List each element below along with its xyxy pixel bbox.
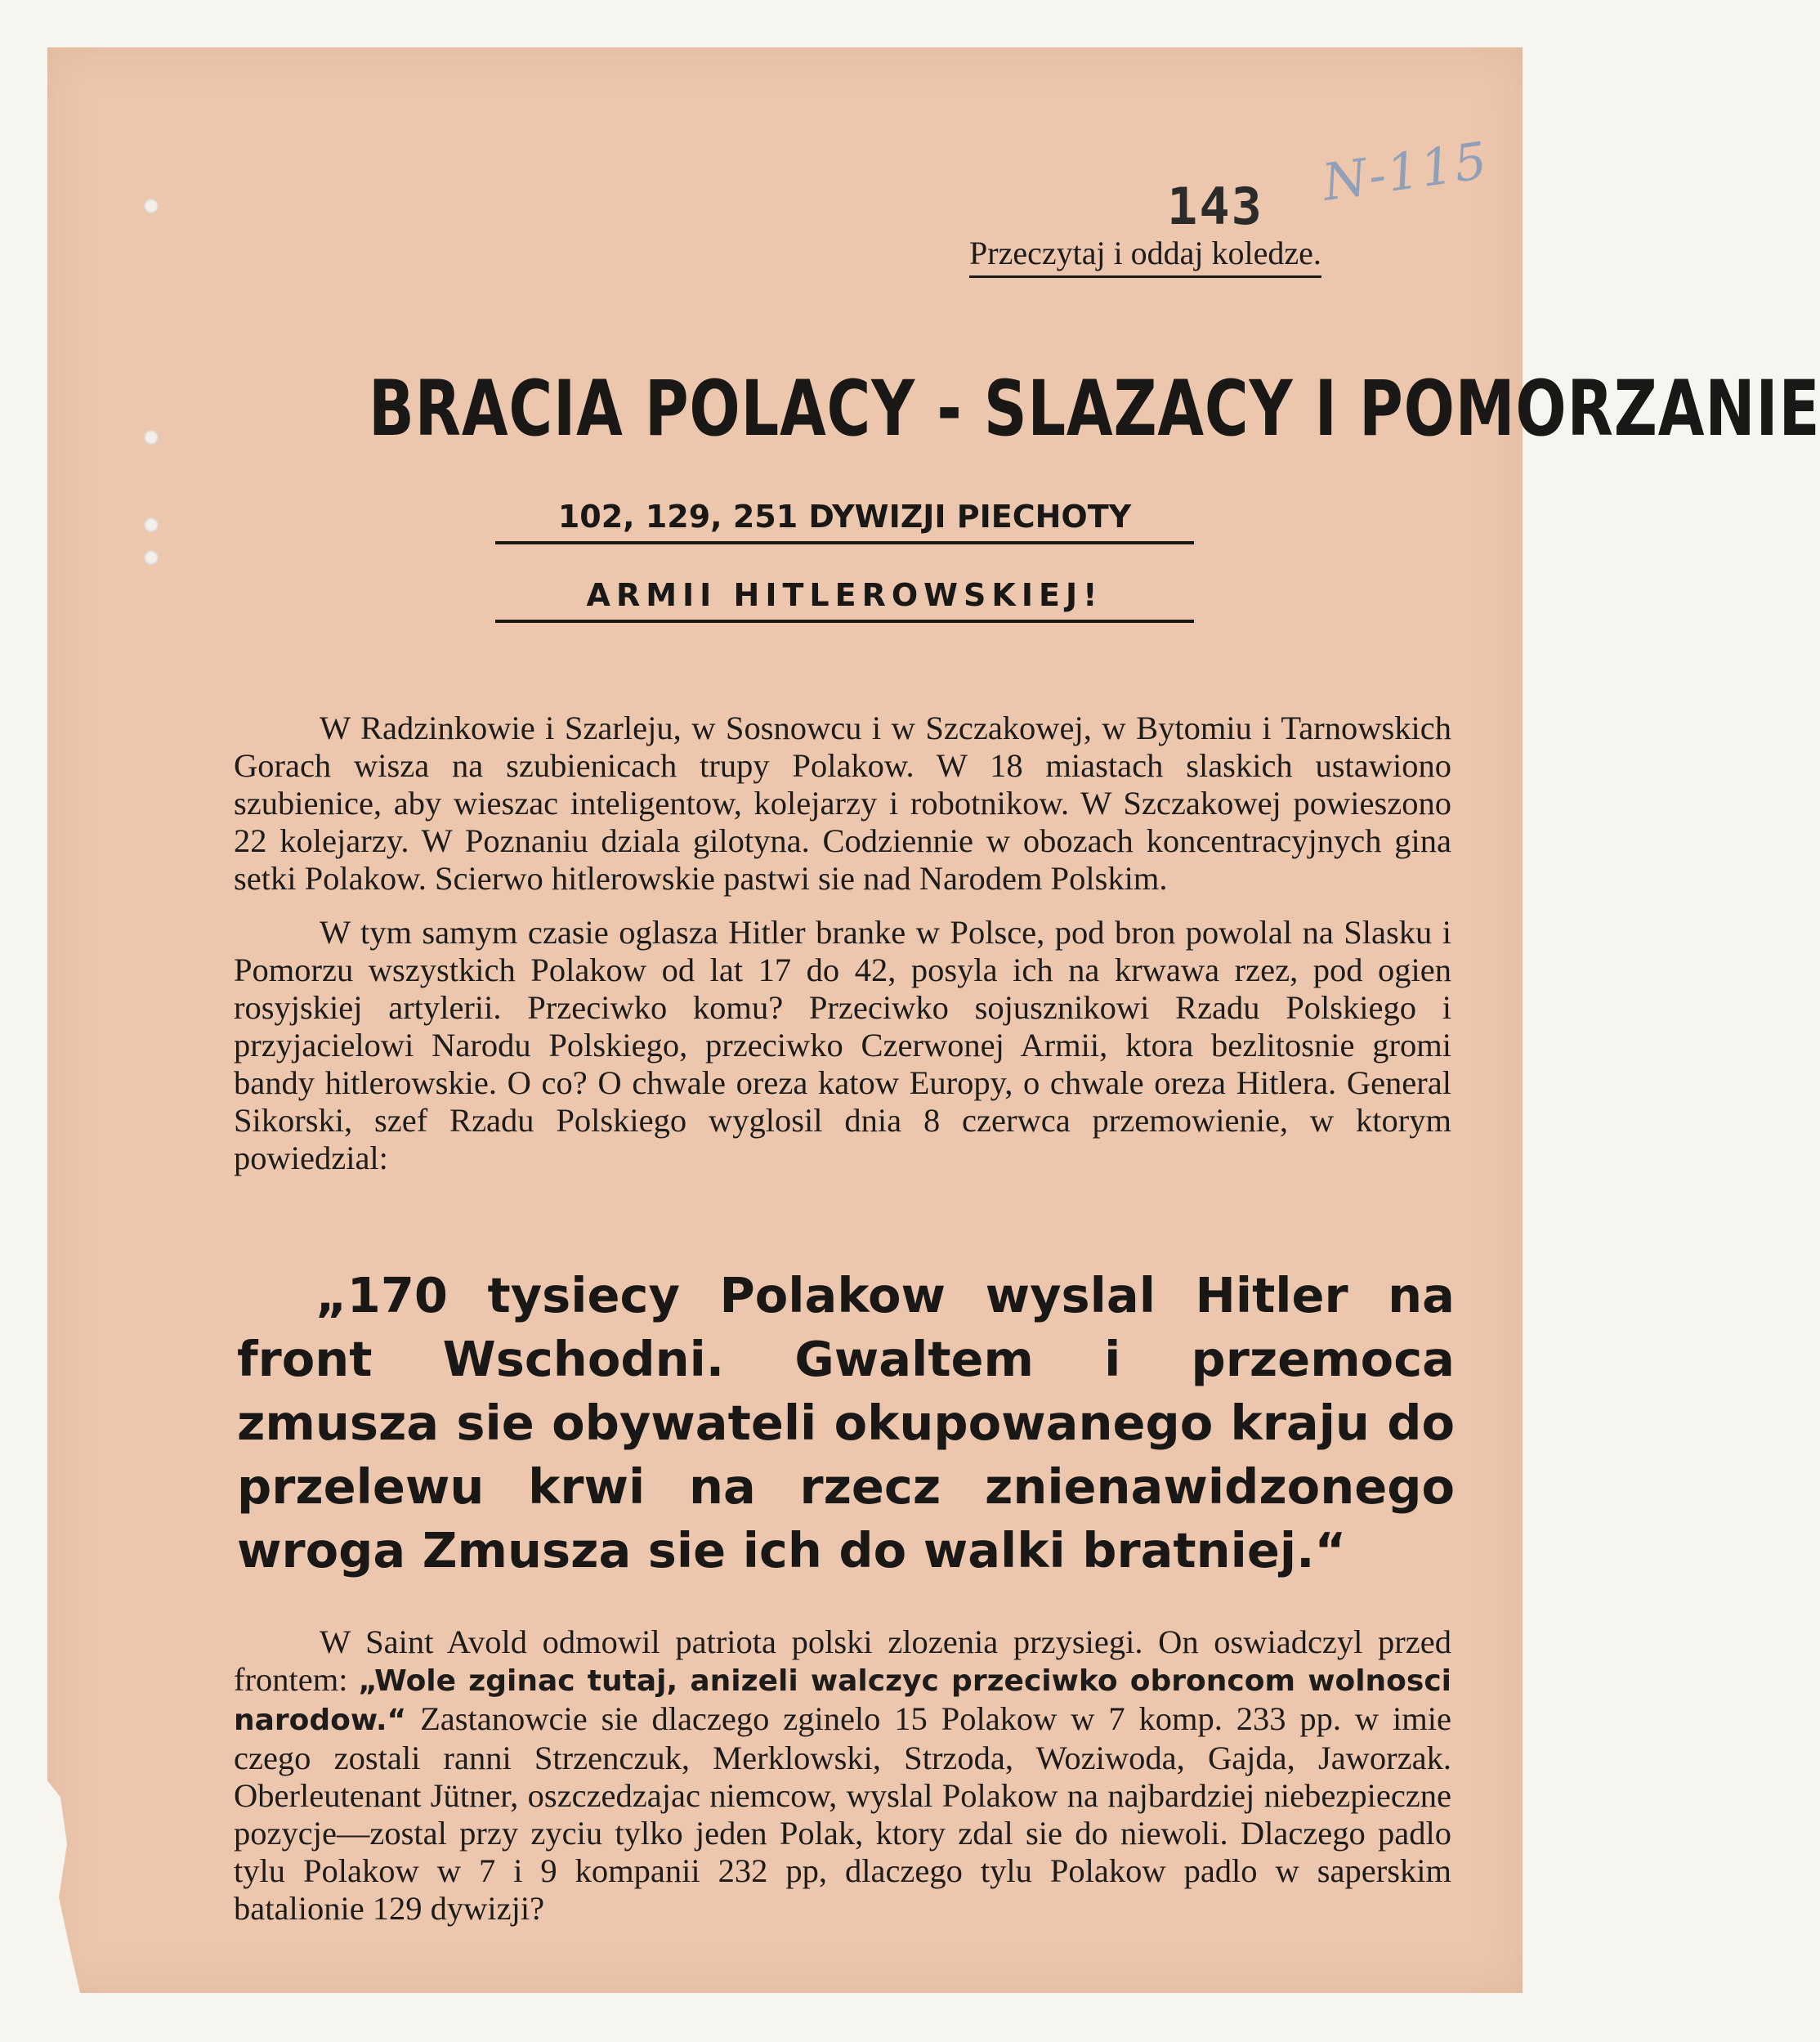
punch-hole [144, 517, 159, 532]
handwritten-note: N-115 [1318, 130, 1492, 213]
paragraph-3-rest: Zastanowcie sie dlaczego zginelo 15 Polakow w 7 komp. 233 pp. w imie czego zostali ranni Strzenczuk, Merklowski, Strzoda, Woziwoda, Gajda, Jaworzak. Oberleutenant Jütner, oszczedzajac niemcow, wyslal Polakow na najbardziej niebezpieczne pozycje—zostal przy zyciu tylko jeden Polak, ktory zdal sie do niewoli. Dlaczego padlo tylu Polakow w 7 i 9 kompanii 232 pp, dlaczego tylu Polakow padlo w saperskim batalionie 129 dywizji? [234, 1700, 1451, 1927]
paragraph-3 [234, 1623, 1451, 1928]
punch-hole [144, 430, 159, 445]
stamped-number: 143 [1167, 177, 1263, 236]
paragraph-3-intro: W Saint Avold odmowil patriota polski zlozenia przysiegi. On oswiadczyl przed frontem: [234, 1623, 1451, 1698]
paragraph-1: W Radzinkowie i Szarleju, w Sosnowcu i w Szczakowej, w Bytomiu i Tarnowskich Gorach wisza na szubienicach trupy Polakow. W 18 miastach slaskich ustawiono szubienice, aby wieszac inteligentow, kolejarzy i robotnikow. W Szczakowej powieszono 22 kolejarzy. W Poznaniu dziala gilotyna. Codziennie w obozach koncentracyjnych gina setki Polakow. Scierwo hitlerowskie pastwi sie nad Narodem Polskim. [234, 710, 1451, 897]
punch-hole [144, 199, 159, 213]
leaflet-page [47, 47, 1820, 1993]
quote-block: „170 tysiecy Polakow wyslal Hitler na front Wschodni. Gwaltem i przemoca zmusza sie obywateli okupowanego kraju do przelewu krwi na rzecz znienawidzonego wroga Zmusza sie ich do walki bratniej.“ [237, 1267, 1455, 1579]
subheading-divisions: 102, 129, 251 DYWIZJI PIECHOTY [495, 499, 1194, 544]
punch-hole [144, 550, 159, 565]
paragraph-3-bold-quote: „Wole zginac tutaj, anizeli walczyc przeciwko obroncom wolnosci narodow.“ [234, 1664, 1451, 1737]
paragraph-2: W tym samym czasie oglasza Hitler branke w Polsce, pod bron powolal na Slasku i Pomorzu wszystkich Polakow od lat 17 do 42, posyla ich na krwawa rzez, pod ogien rosyjskiej artylerii. Przeciwko komu? Przeciwko sojusznikowi Rzadu Polskiego i przyjacielowi Narodu Polskiego, przeciwko Czerwonej Armii, ktora bezlitosnie gromi bandy hitlerowskie. O co? O chwale oreza katow Europy, o chwale oreza Hitlera. General Sikorski, szef Rzadu Polskiego wyglosil dnia 8 czerwca przemowienie, w ktorym powiedzial: [234, 914, 1451, 1176]
subheading-army: ARMII HITLEROWSKIEJ! [495, 577, 1194, 623]
torn-corner [47, 1780, 80, 1993]
headline: BRACIA POLACY - SLAZACY I POMORZANIE [369, 365, 1820, 454]
instruction-text: Przeczytaj i oddaj koledze. [969, 234, 1321, 278]
